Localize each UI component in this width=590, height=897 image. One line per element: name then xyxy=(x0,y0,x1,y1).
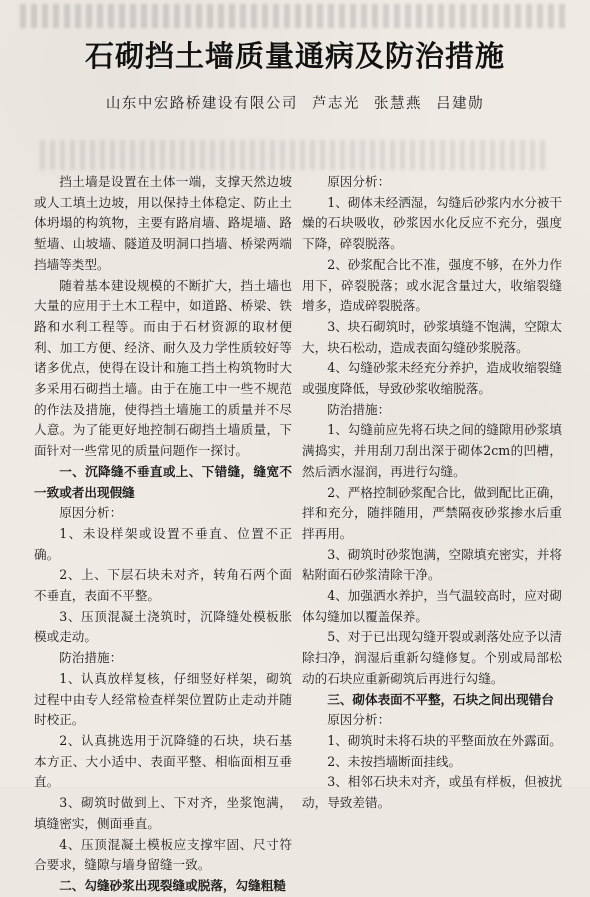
bleed-through-text xyxy=(40,140,550,170)
section-heading: 二、勾缝砂浆出现裂缝或脱落，勾缝粗糙 xyxy=(59,877,286,893)
body-paragraph: 4、勾缝砂浆未经充分养护，造成收缩裂缝或强度降低，导致砂浆收缩脱落。 xyxy=(302,360,562,397)
author-name: 芦志光 xyxy=(311,96,360,112)
body-paragraph: 3、块石砌筑时，砂浆填缝不饱满，空隙太大，块石松动，造成表面勾缝砂浆脱落。 xyxy=(302,318,562,355)
author-line xyxy=(0,92,590,113)
body-paragraph: 3、压顶混凝土浇筑时，沉降缝处模板胀模或走动。 xyxy=(34,608,292,645)
body-paragraph: 2、上、下层石块未对齐，转角石两个面不垂直，表面不平整。 xyxy=(34,567,292,604)
body-paragraph: 原因分析： xyxy=(59,505,123,521)
body-paragraph: 原因分析： xyxy=(327,174,391,189)
body-paragraph: 原因分析： xyxy=(327,712,391,728)
section-heading: 三、砌体表面不平整，石块之间出现错台 xyxy=(327,691,554,707)
body-paragraph: 1、砌筑时未将石块的平整面放在外露面。 xyxy=(327,732,562,748)
body-paragraph: 2、认真挑选用于沉降缝的石块，块石基本方正、大小适中、表面平整、相临面相互垂直。 xyxy=(34,732,292,790)
right-column xyxy=(302,172,562,814)
body-paragraph: 1、未设样架或设置不垂直、位置不正确。 xyxy=(34,525,292,562)
section-heading: 一、沉降缝不垂直或上、下错缝，缝宽不一致或者出现假缝 xyxy=(34,463,292,500)
body-paragraph: 防治措施： xyxy=(327,401,391,417)
body-paragraph: 4、压顶混凝土模板应支撑牢固、尺寸符合要求，缝隙与墙身留缝一致。 xyxy=(34,836,292,873)
body-paragraph: 3、相邻石块未对齐，或虽有样板，但被扰动，导致差错。 xyxy=(302,774,562,811)
bleed-through-text xyxy=(20,4,570,28)
body-paragraph: 4、加强洒水养护，当气温较高时，应对砌体勾缝加以覆盖保养。 xyxy=(302,588,562,624)
author-name: 吕建勋 xyxy=(436,96,485,112)
left-column xyxy=(34,172,292,897)
body-paragraph: 2、严格控制砂浆配合比，做到配比正确，拌和充分，随拌随用，严禁隔夜砂浆掺水后重拌再用。 xyxy=(302,484,562,541)
body-paragraph: 1、砌体未经洒湿，勾缝后砂浆内水分被干燥的石块吸收，砂浆因水化反应不充分，强度下降，碎裂脱落。 xyxy=(302,194,562,252)
affiliation: 山东中宏路桥建设有限公司 xyxy=(105,96,298,112)
author-name: 张慧燕 xyxy=(374,96,423,112)
body-paragraph: 2、砂浆配合比不准，强度不够，在外力作用下，碎裂脱落；或水泥含量过大，收缩裂缝增多，造成碎裂脱落。 xyxy=(302,256,562,314)
body-paragraph: 防治措施： xyxy=(59,650,123,666)
body-paragraph: 3、砌筑时砂浆饱满，空隙填充密实，并将粘附面石砂浆清除干净。 xyxy=(302,546,562,583)
body-paragraph: 2、未按挡墙断面挂线。 xyxy=(327,753,462,769)
article-title: 石砌挡土墙质量通病及防治措施 xyxy=(84,39,505,73)
body-paragraph: 挡土墙是设置在土体一端，支撑天然边坡或人工填土边坡，用以保持土体稳定、防止土体坍塌的构筑物，主要有路肩墙、路堤墙、路堑墙、山坡墙、隧道及明洞口挡墙、桥梁两端挡墙等类型。 xyxy=(34,174,292,272)
body-paragraph: 随着基本建设规模的不断扩大，挡土墙也大量的应用于土木工程中，如道路、桥梁、铁路和水利工程等。而由于石材资源的取材便利、加工方便、经济、耐久及力学性质较好等诸多优点，使得在设计和施工挡土构筑物时大多采用石砌挡土墙。由于在施工中一些不规范的作法及措施，使得挡土墙施工的质量并不尽人意。为了能更好地控制石砌挡土墙质量，下面针对一些常见的质量问题作一探讨。 xyxy=(34,277,292,459)
body-paragraph: 1、勾缝前应先将石块之间的缝隙用砂浆填满捣实，并用刮刀刮出深于砌体2cm的凹槽，然后洒水湿润，再进行勾缝。 xyxy=(302,422,562,479)
body-paragraph: 3、砌筑时做到上、下对齐，坐浆饱满，填缝密实，侧面垂直。 xyxy=(34,795,292,831)
body-paragraph: 1、认真放样复核，仔细竖好样架，砌筑过程中由专人经常检查样架位置防止走动并随时校正。 xyxy=(34,670,292,728)
body-paragraph: 5、对于已出现勾缝开裂或剥落处应予以清除扫净，润湿后重新勾缝修复。个别或局部松动的石块应重新砌筑后再进行勾缝。 xyxy=(302,629,562,686)
